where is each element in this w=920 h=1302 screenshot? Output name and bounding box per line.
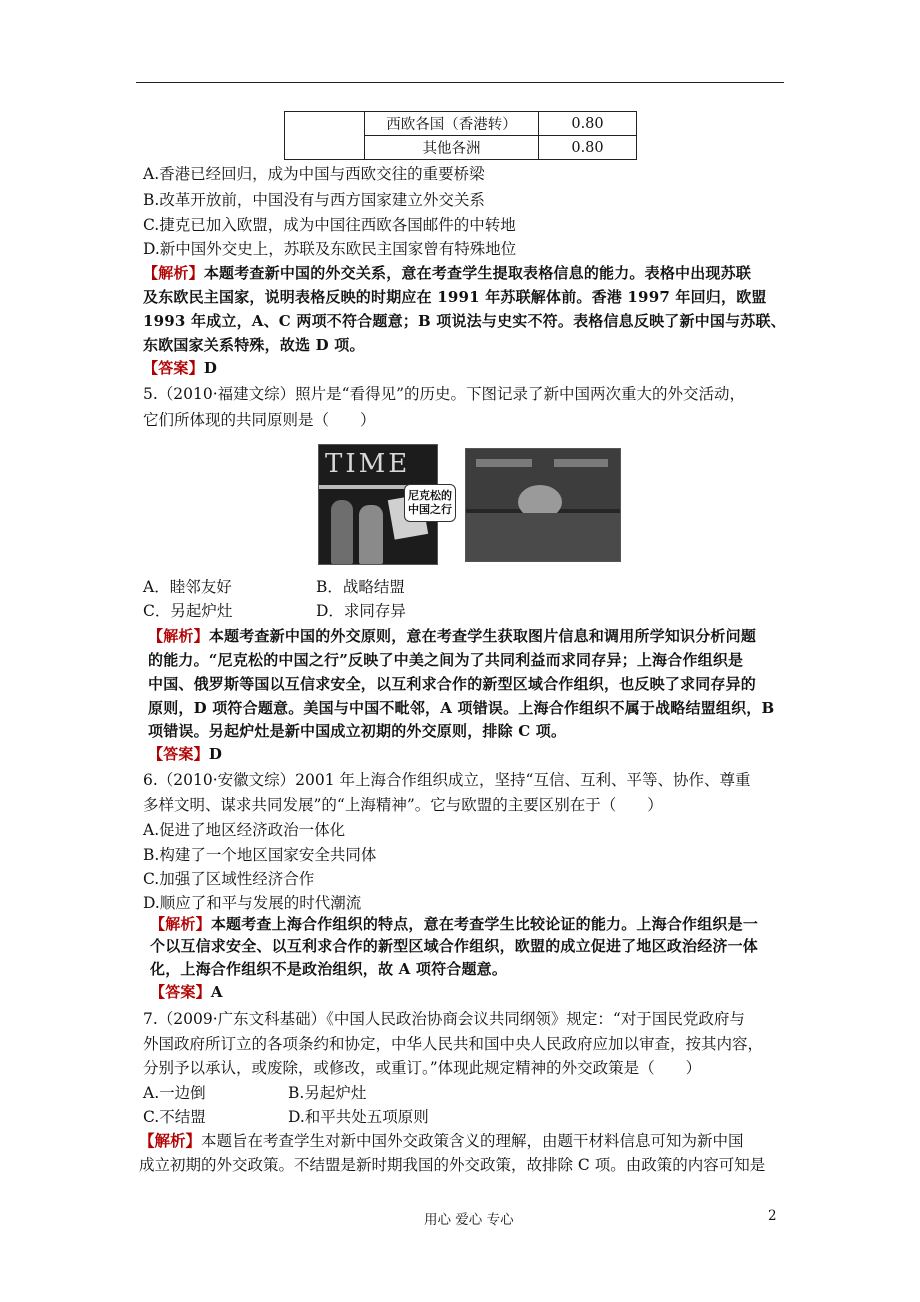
photo-figure — [359, 505, 383, 564]
photo-banner-text — [476, 459, 532, 467]
analysis-text: 本题考查新中国的外交原则，意在考查学生获取图片信息和调用所学知识分析问题 — [208, 627, 757, 645]
q6-analysis-line — [150, 914, 758, 934]
q7-stem-line: 7.（2009·广东文科基础）《中国人民政治协商会议共同纲领》规定：“对于国民党政府与 — [143, 1010, 745, 1028]
q7-option-d: D.和平共处五项原则 — [288, 1108, 429, 1126]
analysis-text: 本题旨在考查学生对新中国外交政策含义的理解，由题干材料信息可知为新中国 — [201, 1132, 744, 1150]
analysis-text: 本题考查新中国的外交关系，意在考查学生提取表格信息的能力。表格中出现苏联 — [203, 264, 752, 282]
q5-option-b: B．战略结盟 — [316, 578, 405, 596]
q4-option-b: B.改革开放前，中国没有与西方国家建立外交关系 — [143, 191, 485, 209]
q4-option-c: C.捷克已加入欧盟，成为中国往西欧各国邮件的中转地 — [143, 216, 516, 234]
q6-answer — [150, 982, 223, 1002]
q7-option-b: B.另起炉灶 — [288, 1084, 367, 1102]
answer-tag: 【答案】 — [148, 745, 209, 763]
q7-analysis-line: 成立初期的外交政策。不结盟是新时期我国的外交政策，故排除 C 项。由政策的内容可知是 — [139, 1156, 766, 1174]
q5-analysis-line: 原则，D 项符合题意。美国与中国不毗邻，A 项错误。上海合作组织不属于战略结盟组织，B — [148, 699, 775, 717]
q5-options-row — [143, 601, 406, 621]
q4-analysis-line: 1993 年成立，A、C 两项不符合题意；B 项说法与史实不符。表格信息反映了新中国与苏联、 — [143, 312, 786, 330]
callout-line: 尼克松的 — [408, 489, 452, 502]
table-cell-value: 0.80 — [539, 112, 637, 136]
magazine-masthead: TIME — [325, 449, 411, 479]
q4-option-a: A.香港已经回归，成为中国与西欧交往的重要桥梁 — [143, 165, 485, 183]
postage-table — [284, 111, 637, 160]
q5-stem-line: 5.（2010·福建文综）照片是“看得见”的历史。下图记录了新中国两次重大的外交活动， — [143, 385, 746, 403]
photo-figure — [331, 500, 353, 564]
table-cell-value: 0.80 — [539, 136, 637, 160]
page-number: 2 — [768, 1208, 777, 1224]
q5-stem-line: 它们所体现的共同原则是（ ） — [143, 411, 376, 429]
callout-line: 中国之行 — [408, 503, 452, 516]
analysis-text: 本题考查上海合作组织的特点，意在考查学生比较论证的能力。上海合作组织是一 — [210, 915, 759, 933]
photo-callout — [404, 484, 456, 522]
analysis-tag: 【解析】 — [150, 915, 211, 933]
answer-tag: 【答案】 — [143, 359, 204, 377]
answer-value: D — [208, 745, 223, 763]
page-footer: 用心 爱心 专心 — [424, 1212, 514, 1228]
q7-option-c: C.不结盟 — [143, 1108, 206, 1126]
answer-tag: 【答案】 — [150, 983, 211, 1001]
answer-value: A — [210, 983, 223, 1001]
q4-analysis-line — [143, 263, 751, 283]
sco-summit-photo — [465, 448, 621, 562]
q4-analysis-line: 东欧国家关系特殊，故选 D 项。 — [143, 336, 365, 354]
table-row — [285, 112, 637, 136]
q7-options-row — [143, 1083, 367, 1103]
q7-options-row — [143, 1107, 429, 1127]
q5-analysis-line — [148, 626, 756, 646]
header-rule — [136, 82, 784, 83]
q7-stem-line: 分别予以承认，或废除，或修改，或重订。”体现此规定精神的外交政策是（ ） — [143, 1059, 702, 1077]
q4-analysis-line: 及东欧民主国家，说明表格反映的时期应在 1991 年苏联解体前。香港 1997 年回归，欧盟 — [143, 288, 767, 306]
q6-option-a: A.促进了地区经济政治一体化 — [143, 821, 346, 839]
q6-option-d: D.顺应了和平与发展的时代潮流 — [143, 894, 362, 912]
table-merged-cell — [285, 112, 365, 160]
q5-option-c: C．另起炉灶 — [143, 602, 233, 620]
q6-option-b: B.构建了一个地区国家安全共同体 — [143, 846, 377, 864]
analysis-tag: 【解析】 — [139, 1131, 202, 1150]
photo-city — [466, 513, 620, 561]
q7-stem-line: 外国政府所订立的各项条约和协定，中华人民共和国中央人民政府应加以审查，按其内容， — [143, 1035, 764, 1053]
q4-answer — [143, 358, 217, 378]
q6-analysis-line: 化，上海合作组织不是政治组织，故 A 项符合题意。 — [150, 960, 508, 978]
q6-analysis-line: 个以互信求安全、以互利求合作的新型区域合作组织，欧盟的成立促进了地区政治经济一体 — [150, 937, 759, 955]
q6-stem-line: 多样文明、谋求共同发展”的“上海精神”。它与欧盟的主要区别在于（ ） — [143, 796, 663, 814]
table-cell-region: 西欧各国（香港转） — [365, 112, 539, 136]
answer-value: D — [203, 359, 218, 377]
q6-option-c: C.加强了区域性经济合作 — [143, 870, 315, 888]
analysis-tag: 【解析】 — [143, 264, 204, 282]
photo-banner-text — [554, 459, 608, 467]
q7-option-a: A.一边倒 — [143, 1084, 206, 1102]
q5-options-row — [143, 577, 405, 597]
q5-analysis-line: 项错误。另起炉灶是新中国成立初期的外交原则，排除 C 项。 — [148, 722, 567, 740]
q5-answer — [148, 744, 222, 764]
analysis-tag: 【解析】 — [148, 627, 209, 645]
q5-analysis-line: 的能力。“尼克松的中国之行”反映了中美之间为了共同利益而求同存异；上海合作组织是 — [148, 651, 744, 669]
q6-stem-line: 6.（2010·安徽文综）2001 年上海合作组织成立，坚持“互信、互利、平等、协作、尊重 — [143, 771, 751, 789]
q5-option-a: A．睦邻友好 — [143, 578, 232, 596]
q5-analysis-line: 中国、俄罗斯等国以互信求安全，以互利求合作的新型区域合作组织，也反映了求同存异的 — [148, 675, 757, 693]
q7-analysis-line — [139, 1131, 744, 1151]
q4-option-d: D.新中国外交史上，苏联及东欧民主国家曾有特殊地位 — [143, 240, 517, 258]
table-cell-region: 其他各洲 — [365, 136, 539, 160]
q5-option-d: D．求同存异 — [316, 602, 406, 620]
